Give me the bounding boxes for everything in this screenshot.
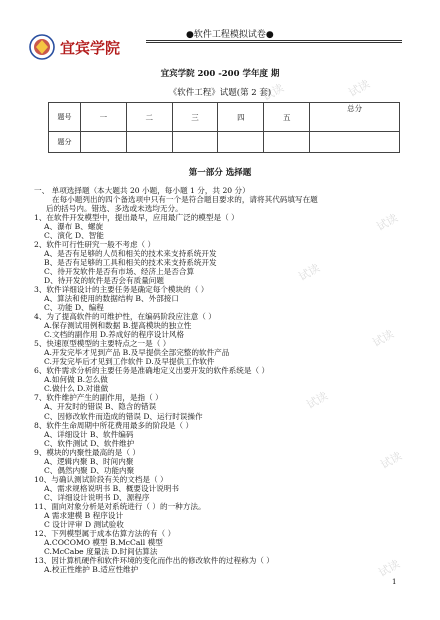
question-line: C、软件测试 D、软件维护: [44, 438, 135, 448]
question-line: C、因修改软件而造成的错误 D、运行时误操作: [44, 411, 203, 421]
watermark-text: 试读: [378, 449, 405, 472]
table-cell: [264, 132, 310, 153]
question-line: 后的括号内。错选、多选或未选均无分。: [46, 204, 183, 214]
exam-subtitle: 《软件工程》试题(第 2 套): [168, 88, 272, 98]
question-line: C 设计评审 D 测试验收: [44, 519, 124, 529]
school-logo: [26, 30, 136, 64]
watermark-text: 试读: [346, 77, 373, 100]
question-line: C、演化 D、智能: [44, 231, 104, 241]
header-title: ●软件工程模拟试卷●: [186, 30, 274, 40]
watermark-text: 试读: [374, 211, 401, 234]
question-line: C、详细设计说明书 D、源程序: [44, 492, 150, 502]
question-line: 一、 单项选择题（本大题共 20 小题，每小题 1 分，共 20 分）: [34, 186, 250, 195]
question-line: A.开发完毕才见到产品 B.及早提供全部完整的软件产品: [44, 348, 230, 358]
question-line: C.开发完毕后才见到工作软件 D.及早提供工作软件: [44, 357, 215, 367]
question-line: 11、面向对象分析是对系统进行（ ）的一种方法。: [34, 501, 206, 511]
question-line: A、开发时的错误 B、隐含的错误: [44, 402, 157, 412]
table-cell: [310, 132, 400, 153]
question-line: 8、软件生命周期中所花费用最多的阶段是（ ）: [34, 420, 194, 430]
question-line: A、需求规格说明书 B、概要设计说明书: [44, 483, 179, 493]
table-cell: 题号: [49, 103, 81, 132]
watermark-text: 试读: [260, 81, 287, 104]
part-title: 第一部分 选择题: [188, 168, 252, 178]
watermark-text: 试读: [304, 389, 331, 412]
question-line: 13、因计算机硬件和软件环境的变化而作出的修改软件的过程称为（ ）: [34, 555, 274, 565]
table-cell: [126, 132, 172, 153]
question-line: C.McCabe 度量法 D.时间估算法: [44, 546, 158, 556]
question-line: C.文档的副作用 D.养成好的程序设计风格: [44, 330, 185, 340]
table-cell: 一: [80, 103, 126, 132]
exam-title: 宜宾学院 200 -200 学年度 期: [160, 69, 280, 79]
question-line: A.保存测试用例和数据 B.提高模块的独立性: [44, 321, 192, 331]
school-emblem-icon: [26, 30, 136, 64]
question-line: B、是否有足够的工具和相关的技术来支持系统开发: [44, 258, 217, 268]
question-line: 3、软件详细设计的主要任务是确定每个模块的（ ）: [34, 285, 209, 295]
watermark-text: 试读: [296, 261, 323, 284]
question-line: 5、快速原型模型的主要特点之一是（ ）: [34, 339, 171, 349]
header-rule: [146, 40, 402, 41]
table-cell: [218, 132, 264, 153]
question-line: A、逻辑内聚 B、时间内聚: [44, 456, 134, 466]
question-line: A.校正性维护 B.适应性维护: [44, 564, 139, 574]
question-line: 在每小题列出的四个备选项中只有一个是符合题目要求的，请将其代码填写在题: [52, 195, 318, 205]
table-cell: [172, 132, 218, 153]
question-line: D、待开发的软件是否会有质量问题: [44, 276, 164, 286]
question-line: A.如何做 B.怎么做: [44, 375, 108, 385]
logo-text: 宜宾学院: [60, 39, 121, 57]
score-table: [48, 102, 400, 153]
question-line: C.做什么 D.对谁做: [44, 384, 109, 394]
page-number: 1: [392, 578, 397, 586]
table-cell: 题分: [49, 132, 81, 153]
question-line: A 需求建模 B 程序设计: [44, 510, 124, 520]
question-line: 7、软件维护产生的副作用，是指（ ）: [34, 393, 163, 403]
score-table-row: [49, 103, 400, 132]
question-line: 12、下列模型属于成本估算方法的有（ ）: [34, 528, 176, 538]
question-line: A、算法和使用的数据结构 B、外部接口: [44, 294, 179, 304]
question-line: 6、软件需求分析的主要任务是准确地定义出要开发的软件系统是（ ）: [34, 366, 270, 376]
table-cell: [80, 132, 126, 153]
question-line: 2、软件可行性研究一般不考虑（ ）: [34, 240, 156, 250]
question-line: A.COCOMO 模型 B.McCall 模型: [44, 537, 163, 547]
question-line: 9、模块的内聚性最高的是（ ）: [34, 447, 140, 457]
question-line: 1、在软件开发模型中，提出最早，应用最广泛的模型是（ ）: [34, 213, 239, 223]
watermark-text: 试读: [376, 557, 403, 580]
table-cell: 总分: [310, 103, 400, 132]
question-line: C、偶然内聚 D、功能内聚: [44, 465, 135, 475]
question-line: A、详细设计 B、软件编码: [44, 429, 134, 439]
table-cell: 三: [172, 103, 218, 132]
score-table-row: [49, 132, 400, 153]
table-cell: 四: [218, 103, 264, 132]
watermark-text: 试读: [370, 327, 397, 350]
table-cell: 二: [126, 103, 172, 132]
question-line: A、瀑布 B、螺旋: [44, 222, 104, 232]
question-line: 10、与确认测试阶段有关的文档是（ ）: [34, 474, 168, 484]
table-cell: 五: [264, 103, 310, 132]
question-line: 4、为了提高软件的可维护性，在编码阶段应注意（ ）: [34, 312, 216, 322]
question-line: C、功能 D、编程: [44, 303, 104, 313]
question-line: C、待开发软件是否有市场、经济上是否合算: [44, 267, 195, 277]
header-rule: [146, 42, 402, 43]
question-line: A、是否有足够的人员和相关的技术来支持系统开发: [44, 249, 217, 259]
